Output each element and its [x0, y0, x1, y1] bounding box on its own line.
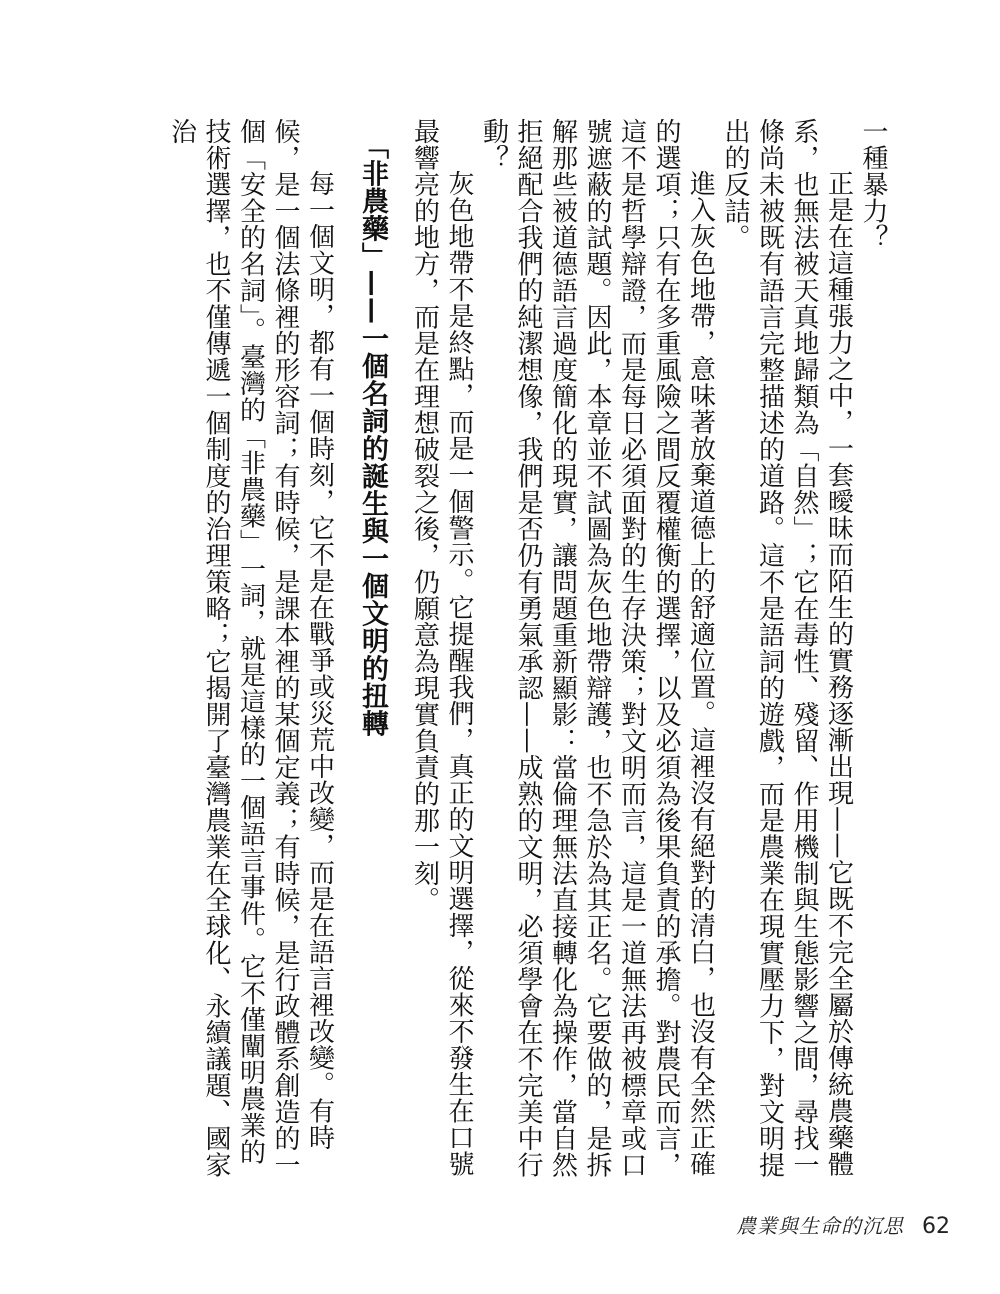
vertical-body-text: [100, 118, 890, 1178]
page-number: 62: [922, 1214, 950, 1239]
section-heading: 「非農藥」——一個名詞的誕生與一個文明的扭轉: [357, 131, 388, 737]
paragraph-section-start: 每一個文明，都有一個時刻，它不是在戰爭或災荒中改變，而是在語言裡改變。有時候，是一個法條裡的形容詞；有時候，是課本裡的某個定義；有時候，是行政體系創造的一個「安全的名詞」。臺灣的「非農藥」一詞，就是這樣的一個語言事件。它不僅闡明農業的技術選擇，也不僅傳遞一個制度的治理策略；它揭開了臺灣農業在全球化、永續議題、國家治: [166, 118, 335, 1178]
paragraph-warning: 灰色地帶不是終點，而是一個警示。它提醒我們，真正的文明選擇，從來不發生在口號最響亮的地方，而是在理想破裂之後，仍願意為現實負責的那一刻。: [409, 118, 474, 1177]
page-footer: [736, 1210, 950, 1239]
paragraph-gray-zone: 進入灰色地帶，意味著放棄道德上的舒適位置。這裡沒有絕對的清白，也沒有全然正確的選項；只有在多重風險之間反覆權衡的選擇，以及必須為後果負責的承擔。對農民而言，這不是哲學辯證，而是每日必須面對的生存決策；對文明而言，這是一道無法再被標章或口號遮蔽的試題。因此，本章並不試圖為灰色地帶辯護，也不急於為其正名。它要做的，是拆解那些被道德語言過度簡化的現實，讓問題重新顯影：當倫理無法直接轉化為操作，當自然拒絕配合我們的純潔想像，我們是否仍有勇氣承認——成熟的文明，必須學會在不完美中行動？: [478, 118, 716, 1178]
paragraph-continuation: 一種暴力？: [858, 118, 888, 251]
running-footer-title: 農業與生命的沉思: [736, 1214, 904, 1238]
paragraph-tension: 正是在這種張力之中，一套曖昧而陌生的實務逐漸出現——它既不完全屬於傳統農藥體系，也無法被天真地歸類為「自然」；它在毒性、殘留、作用機制與生態影響之間，尋找一條尚未被既有語言完整描述的道路。這不是語詞的遊戲，而是農業在現實壓力下，對文明提出的反詰。: [720, 118, 854, 1178]
